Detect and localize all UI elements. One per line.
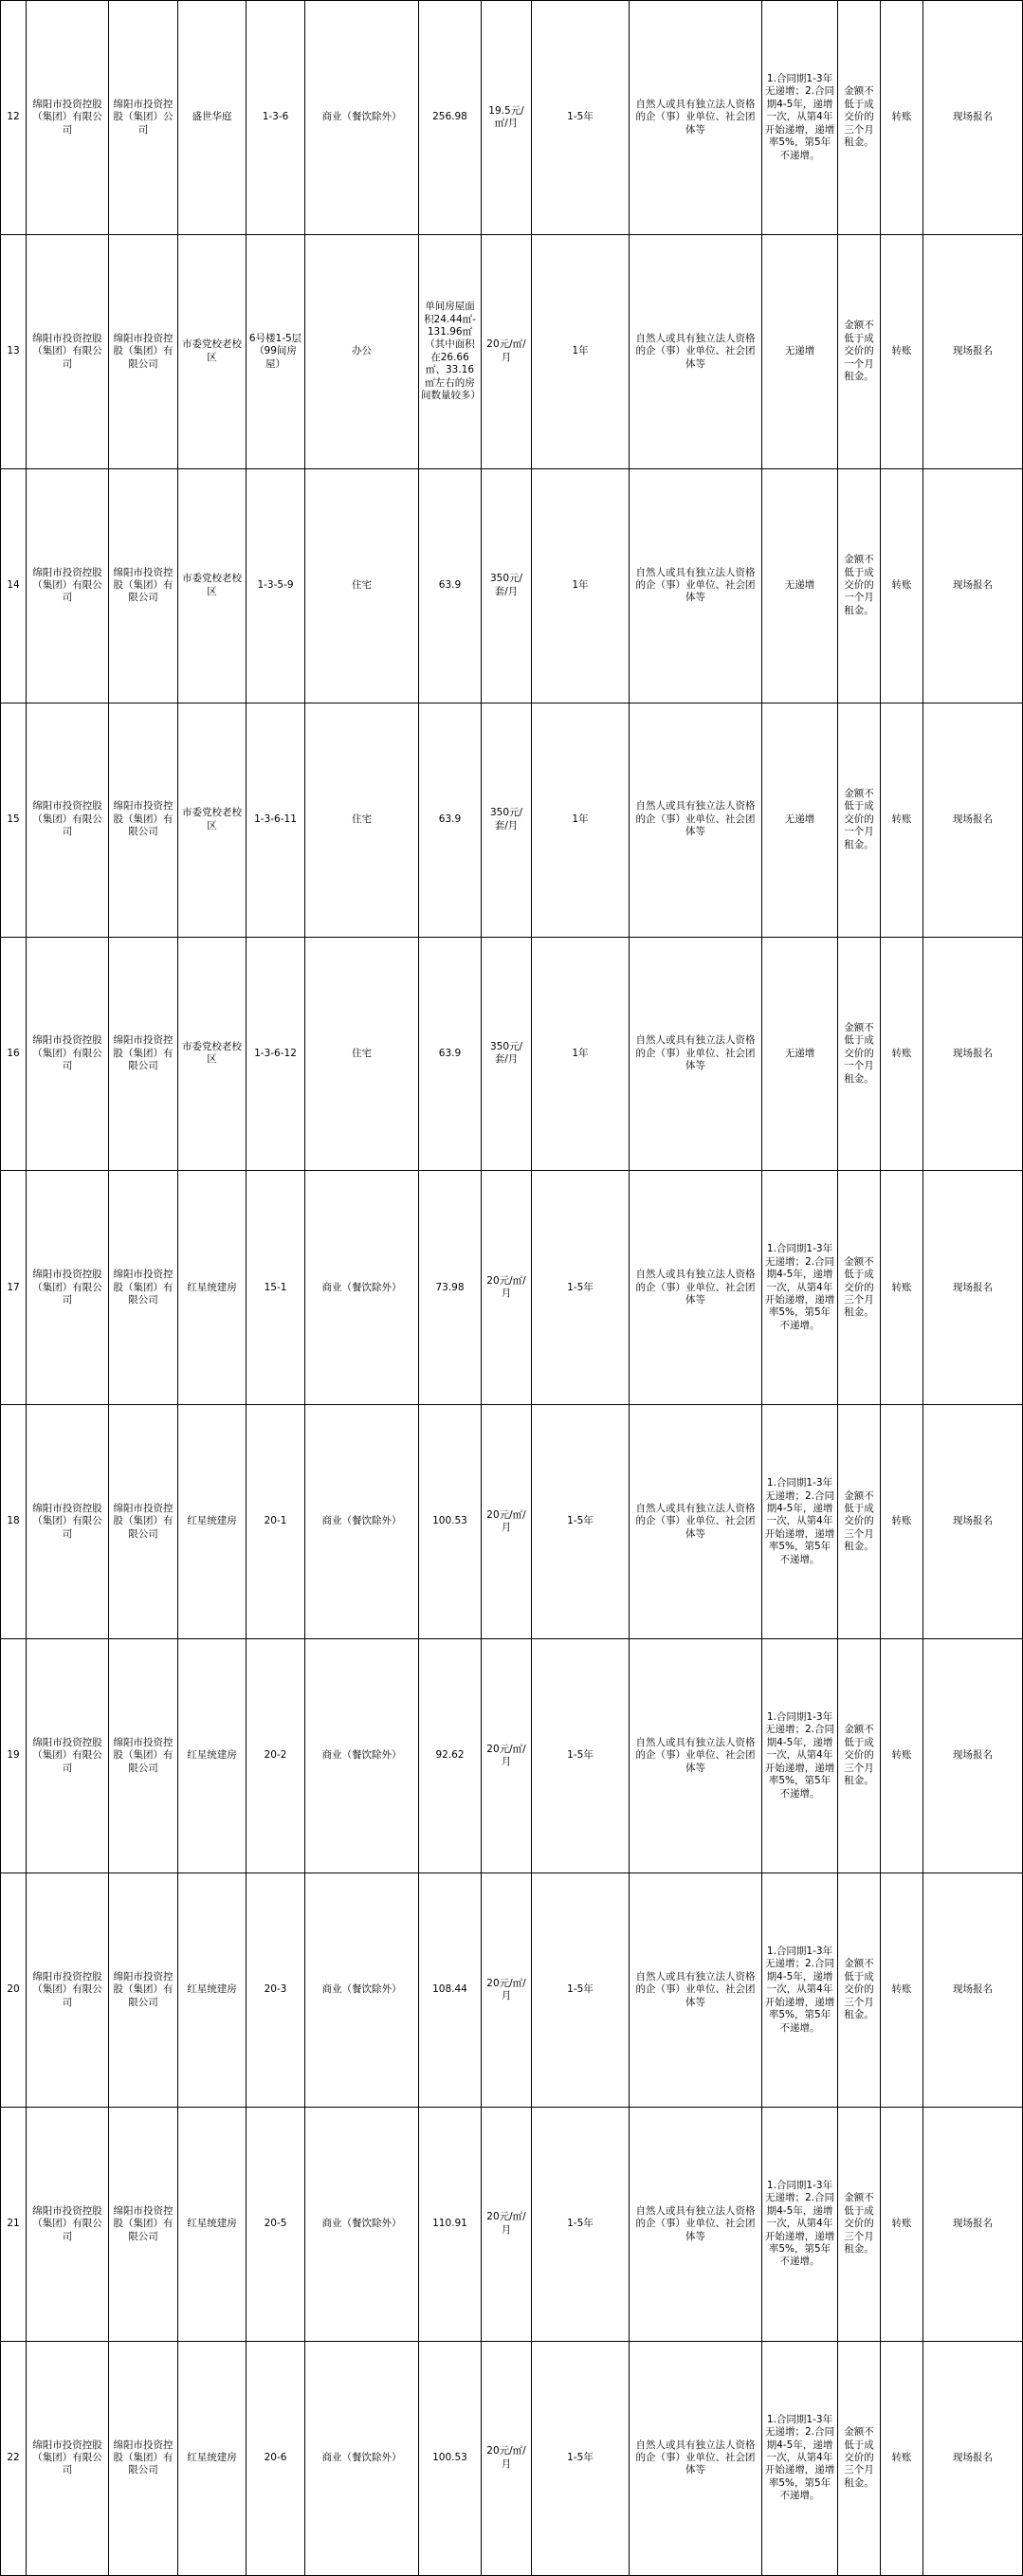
- cell-project: 红星统建房: [178, 1171, 247, 1405]
- cell-location: 绵阳市投资控股（集团）有限公司: [109, 1639, 178, 1873]
- cell-usage: 商业（餐饮除外）: [305, 1405, 419, 1639]
- cell-room: 20-6: [247, 2341, 305, 2575]
- cell-usage: 办公: [305, 234, 419, 468]
- cell-qualification: 自然人或具有独立法人资格的企（事）业单位、社会团体等: [630, 703, 762, 937]
- cell-lessor: 绵阳市投资控股（集团）有限公司: [27, 1405, 109, 1639]
- cell-project: 红星统建房: [178, 1873, 247, 2108]
- cell-qualification: 自然人或具有独立法人资格的企（事）业单位、社会团体等: [630, 2341, 762, 2575]
- table-row: [1, 234, 1023, 468]
- cell-signup: 现场报名: [923, 2107, 1023, 2341]
- cell-room: 1-3-6: [247, 1, 305, 235]
- cell-payment: 转账: [881, 234, 923, 468]
- cell-lessor: 绵阳市投资控股（集团）有限公司: [27, 703, 109, 937]
- cell-location: 绵阳市投资控股（集团）有限公司: [109, 1405, 178, 1639]
- cell-lessor: 绵阳市投资控股（集团）有限公司: [27, 2107, 109, 2341]
- cell-payment: 转账: [881, 937, 923, 1171]
- cell-project: 红星统建房: [178, 2341, 247, 2575]
- cell-rent: 350元/套/月: [482, 468, 532, 703]
- cell-area: 256.98: [419, 1, 482, 235]
- cell-term: 1-5年: [532, 1171, 630, 1405]
- cell-qualification: 自然人或具有独立法人资格的企（事）业单位、社会团体等: [630, 1, 762, 235]
- cell-term: 1年: [532, 234, 630, 468]
- cell-index: 15: [1, 703, 27, 937]
- cell-lessor: 绵阳市投资控股（集团）有限公司: [27, 1873, 109, 2108]
- cell-area: 100.53: [419, 2341, 482, 2575]
- cell-rent: 19.5元/㎡/月: [482, 1, 532, 235]
- table-row: [1, 1873, 1023, 2108]
- cell-deposit: 金额不低于成交价的三个月租金。: [838, 2107, 881, 2341]
- cell-term: 1-5年: [532, 2107, 630, 2341]
- cell-rent: 20元/㎡/月: [482, 1171, 532, 1405]
- cell-room: 1-3-6-12: [247, 937, 305, 1171]
- cell-location: 绵阳市投资控股（集团）有限公司: [109, 2341, 178, 2575]
- cell-area: 63.9: [419, 703, 482, 937]
- cell-index: 17: [1, 1171, 27, 1405]
- cell-index: 13: [1, 234, 27, 468]
- cell-project: 红星统建房: [178, 1639, 247, 1873]
- cell-lessor: 绵阳市投资控股（集团）有限公司: [27, 1171, 109, 1405]
- cell-payment: 转账: [881, 1, 923, 235]
- cell-location: 绵阳市投资控股（集团）有限公司: [109, 937, 178, 1171]
- cell-payment: 转账: [881, 468, 923, 703]
- cell-usage: 住宅: [305, 937, 419, 1171]
- cell-index: 16: [1, 937, 27, 1171]
- cell-rent: 20元/㎡/月: [482, 2107, 532, 2341]
- cell-index: 22: [1, 2341, 27, 2575]
- cell-term: 1年: [532, 703, 630, 937]
- cell-project: 市委党校老校区: [178, 703, 247, 937]
- cell-payment: 转账: [881, 2341, 923, 2575]
- cell-term: 1年: [532, 937, 630, 1171]
- cell-increase: 1.合同期1-3年无递增；2.合同期4-5年，递增一次，从第4年开始递增，递增率5%，第5年不递增。: [762, 1, 838, 235]
- cell-increase: 1.合同期1-3年无递增；2.合同期4-5年，递增一次，从第4年开始递增，递增率5%，第5年不递增。: [762, 1873, 838, 2108]
- cell-rent: 20元/㎡/月: [482, 234, 532, 468]
- cell-project: 市委党校老校区: [178, 468, 247, 703]
- cell-location: 绵阳市投资控股（集团）公司: [109, 1, 178, 235]
- cell-signup: 现场报名: [923, 468, 1023, 703]
- cell-signup: 现场报名: [923, 1405, 1023, 1639]
- cell-increase: 1.合同期1-3年无递增；2.合同期4-5年，递增一次，从第4年开始递增，递增率5%，第5年不递增。: [762, 1639, 838, 1873]
- table-row: [1, 703, 1023, 937]
- cell-lessor: 绵阳市投资控股（集团）有限公司: [27, 1639, 109, 1873]
- cell-increase: 1.合同期1-3年无递增；2.合同期4-5年，递增一次，从第4年开始递增，递增率5%，第5年不递增。: [762, 1405, 838, 1639]
- cell-increase: 无递增: [762, 703, 838, 937]
- cell-project: 市委党校老校区: [178, 234, 247, 468]
- cell-area: 63.9: [419, 937, 482, 1171]
- table-row: [1, 1639, 1023, 1873]
- cell-room: 20-5: [247, 2107, 305, 2341]
- cell-deposit: 金额不低于成交价的三个月租金。: [838, 1405, 881, 1639]
- cell-term: 1-5年: [532, 2341, 630, 2575]
- cell-rent: 350元/套/月: [482, 703, 532, 937]
- cell-usage: 住宅: [305, 703, 419, 937]
- cell-room: 20-1: [247, 1405, 305, 1639]
- cell-rent: 20元/㎡/月: [482, 1639, 532, 1873]
- cell-increase: 1.合同期1-3年无递增；2.合同期4-5年，递增一次，从第4年开始递增，递增率5%，第5年不递增。: [762, 2107, 838, 2341]
- cell-qualification: 自然人或具有独立法人资格的企（事）业单位、社会团体等: [630, 937, 762, 1171]
- cell-index: 20: [1, 1873, 27, 2108]
- cell-lessor: 绵阳市投资控股（集团）有限公司: [27, 1, 109, 235]
- cell-rent: 350元/套/月: [482, 937, 532, 1171]
- cell-usage: 商业（餐饮除外）: [305, 2107, 419, 2341]
- cell-deposit: 金额不低于成交价的三个月租金。: [838, 1, 881, 235]
- cell-location: 绵阳市投资控股（集团）有限公司: [109, 2107, 178, 2341]
- cell-qualification: 自然人或具有独立法人资格的企（事）业单位、社会团体等: [630, 234, 762, 468]
- cell-rent: 20元/㎡/月: [482, 1873, 532, 2108]
- cell-term: 1-5年: [532, 1, 630, 235]
- cell-signup: 现场报名: [923, 1, 1023, 235]
- cell-term: 1-5年: [532, 1405, 630, 1639]
- cell-area: 63.9: [419, 468, 482, 703]
- cell-usage: 商业（餐饮除外）: [305, 1, 419, 235]
- cell-area: 73.98: [419, 1171, 482, 1405]
- cell-signup: 现场报名: [923, 1171, 1023, 1405]
- table-row: [1, 468, 1023, 703]
- cell-lessor: 绵阳市投资控股（集团）有限公司: [27, 234, 109, 468]
- table-row: [1, 937, 1023, 1171]
- cell-signup: 现场报名: [923, 1873, 1023, 2108]
- cell-payment: 转账: [881, 2107, 923, 2341]
- cell-index: 12: [1, 1, 27, 235]
- table-row: [1, 2341, 1023, 2575]
- cell-index: 21: [1, 2107, 27, 2341]
- cell-deposit: 金额不低于成交价的一个月租金。: [838, 937, 881, 1171]
- cell-signup: 现场报名: [923, 1639, 1023, 1873]
- cell-increase: 1.合同期1-3年无递增；2.合同期4-5年，递增一次，从第4年开始递增，递增率5%，第5年不递增。: [762, 2341, 838, 2575]
- cell-increase: 1.合同期1-3年无递增；2.合同期4-5年，递增一次，从第4年开始递增，递增率5%，第5年不递增。: [762, 1171, 838, 1405]
- cell-area: 110.91: [419, 2107, 482, 2341]
- cell-deposit: 金额不低于成交价的一个月租金。: [838, 234, 881, 468]
- cell-qualification: 自然人或具有独立法人资格的企（事）业单位、社会团体等: [630, 1873, 762, 2108]
- cell-term: 1-5年: [532, 1873, 630, 2108]
- cell-project: 市委党校老校区: [178, 937, 247, 1171]
- cell-payment: 转账: [881, 1639, 923, 1873]
- cell-qualification: 自然人或具有独立法人资格的企（事）业单位、社会团体等: [630, 1405, 762, 1639]
- table-row: [1, 1, 1023, 235]
- cell-qualification: 自然人或具有独立法人资格的企（事）业单位、社会团体等: [630, 1639, 762, 1873]
- cell-signup: 现场报名: [923, 234, 1023, 468]
- cell-lessor: 绵阳市投资控股（集团）有限公司: [27, 468, 109, 703]
- cell-area: 单间房屋面积24.44㎡-131.96㎡（其中面积在26.66㎡、33.16㎡左右的房间数量较多）: [419, 234, 482, 468]
- cell-signup: 现场报名: [923, 2341, 1023, 2575]
- cell-qualification: 自然人或具有独立法人资格的企（事）业单位、社会团体等: [630, 468, 762, 703]
- cell-area: 100.53: [419, 1405, 482, 1639]
- cell-location: 绵阳市投资控股（集团）有限公司: [109, 703, 178, 937]
- cell-payment: 转账: [881, 703, 923, 937]
- cell-room: 20-2: [247, 1639, 305, 1873]
- cell-location: 绵阳市投资控股（集团）有限公司: [109, 234, 178, 468]
- cell-index: 18: [1, 1405, 27, 1639]
- cell-deposit: 金额不低于成交价的三个月租金。: [838, 1171, 881, 1405]
- table-row: [1, 2107, 1023, 2341]
- cell-payment: 转账: [881, 1171, 923, 1405]
- cell-deposit: 金额不低于成交价的一个月租金。: [838, 703, 881, 937]
- cell-room: 20-3: [247, 1873, 305, 2108]
- cell-area: 92.62: [419, 1639, 482, 1873]
- cell-usage: 商业（餐饮除外）: [305, 2341, 419, 2575]
- cell-signup: 现场报名: [923, 703, 1023, 937]
- cell-location: 绵阳市投资控股（集团）有限公司: [109, 1171, 178, 1405]
- cell-deposit: 金额不低于成交价的三个月租金。: [838, 1873, 881, 2108]
- cell-increase: 无递增: [762, 468, 838, 703]
- cell-room: 1-3-6-11: [247, 703, 305, 937]
- cell-term: 1年: [532, 468, 630, 703]
- cell-rent: 20元/㎡/月: [482, 2341, 532, 2575]
- cell-room: 15-1: [247, 1171, 305, 1405]
- cell-room: 6号楼1-5层（99间房屋）: [247, 234, 305, 468]
- cell-usage: 商业（餐饮除外）: [305, 1171, 419, 1405]
- cell-lessor: 绵阳市投资控股（集团）有限公司: [27, 2341, 109, 2575]
- cell-rent: 20元/㎡/月: [482, 1405, 532, 1639]
- cell-deposit: 金额不低于成交价的一个月租金。: [838, 468, 881, 703]
- cell-index: 19: [1, 1639, 27, 1873]
- cell-increase: 无递增: [762, 937, 838, 1171]
- table-row: [1, 1405, 1023, 1639]
- cell-usage: 住宅: [305, 468, 419, 703]
- cell-room: 1-3-5-9: [247, 468, 305, 703]
- cell-usage: 商业（餐饮除外）: [305, 1873, 419, 2108]
- cell-location: 绵阳市投资控股（集团）有限公司: [109, 468, 178, 703]
- cell-area: 108.44: [419, 1873, 482, 2108]
- cell-index: 14: [1, 468, 27, 703]
- cell-location: 绵阳市投资控股（集团）有限公司: [109, 1873, 178, 2108]
- cell-term: 1-5年: [532, 1639, 630, 1873]
- cell-project: 红星统建房: [178, 1405, 247, 1639]
- cell-qualification: 自然人或具有独立法人资格的企（事）业单位、社会团体等: [630, 1171, 762, 1405]
- cell-deposit: 金额不低于成交价的三个月租金。: [838, 1639, 881, 1873]
- cell-project: 红星统建房: [178, 2107, 247, 2341]
- cell-usage: 商业（餐饮除外）: [305, 1639, 419, 1873]
- cell-signup: 现场报名: [923, 937, 1023, 1171]
- table-row: [1, 1171, 1023, 1405]
- cell-lessor: 绵阳市投资控股（集团）有限公司: [27, 937, 109, 1171]
- cell-increase: 无递增: [762, 234, 838, 468]
- cell-qualification: 自然人或具有独立法人资格的企（事）业单位、社会团体等: [630, 2107, 762, 2341]
- cell-payment: 转账: [881, 1873, 923, 2108]
- cell-payment: 转账: [881, 1405, 923, 1639]
- cell-deposit: 金额不低于成交价的三个月租金。: [838, 2341, 881, 2575]
- cell-project: 盛世华庭: [178, 1, 247, 235]
